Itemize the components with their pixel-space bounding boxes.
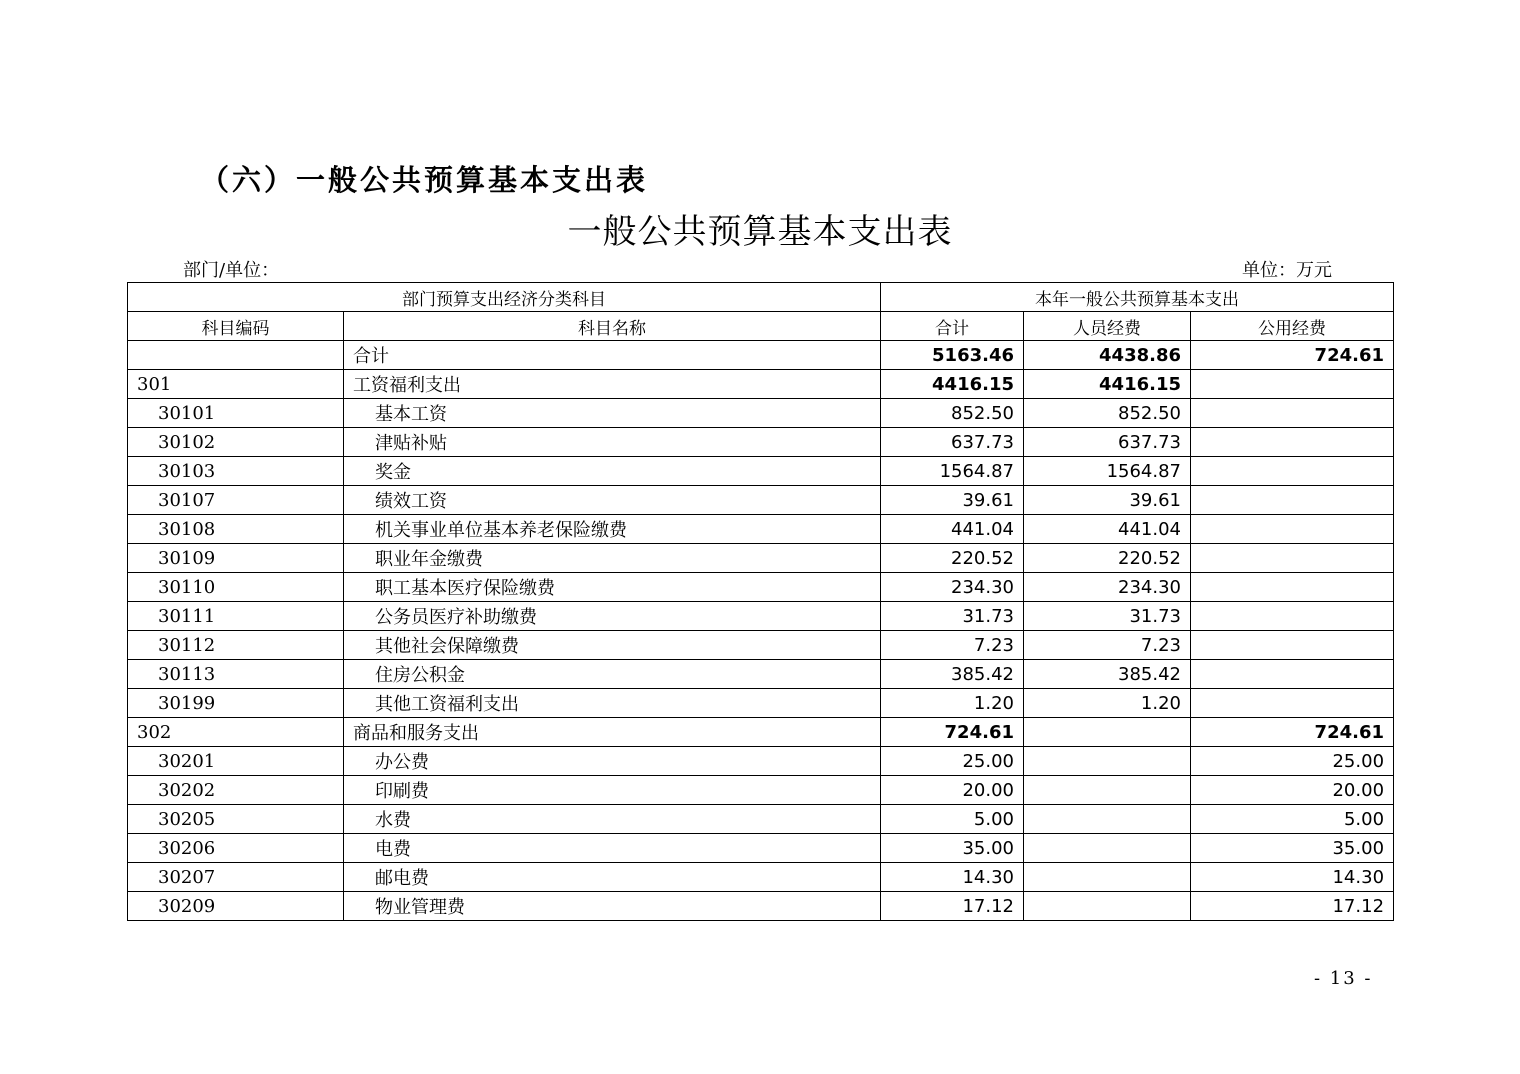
name-cell: 水费 <box>344 805 881 834</box>
table-row <box>128 892 1394 921</box>
code-cell: 30202 <box>128 776 344 805</box>
name-cell: 住房公积金 <box>344 660 881 689</box>
header-basic-expenditure: 本年一般公共预算基本支出 <box>881 283 1394 312</box>
public-cell: 25.00 <box>1191 747 1394 776</box>
total-cell: 385.42 <box>881 660 1024 689</box>
code-cell: 30113 <box>128 660 344 689</box>
table-row <box>128 805 1394 834</box>
name-cell: 公务员医疗补助缴费 <box>344 602 881 631</box>
name-cell: 职工基本医疗保险缴费 <box>344 573 881 602</box>
personnel-cell: 385.42 <box>1024 660 1191 689</box>
code-cell: 30102 <box>128 428 344 457</box>
table-row <box>128 486 1394 515</box>
name-cell: 机关事业单位基本养老保险缴费 <box>344 515 881 544</box>
page-number: - 13 - <box>1314 968 1373 989</box>
personnel-cell <box>1024 863 1191 892</box>
personnel-cell: 1.20 <box>1024 689 1191 718</box>
table-row <box>128 631 1394 660</box>
name-cell: 其他工资福利支出 <box>344 689 881 718</box>
public-cell <box>1191 573 1394 602</box>
code-cell: 30108 <box>128 515 344 544</box>
table-row <box>128 544 1394 573</box>
public-cell: 5.00 <box>1191 805 1394 834</box>
unit-label: 单位：万元 <box>1242 260 1332 281</box>
budget-table <box>127 282 1394 921</box>
total-cell: 39.61 <box>881 486 1024 515</box>
personnel-cell: 1564.87 <box>1024 457 1191 486</box>
name-cell: 津贴补贴 <box>344 428 881 457</box>
name-cell: 印刷费 <box>344 776 881 805</box>
table-row <box>128 428 1394 457</box>
code-cell: 30207 <box>128 863 344 892</box>
name-cell: 商品和服务支出 <box>344 718 881 747</box>
personnel-cell: 220.52 <box>1024 544 1191 573</box>
table-row <box>128 457 1394 486</box>
personnel-cell: 39.61 <box>1024 486 1191 515</box>
name-cell: 奖金 <box>344 457 881 486</box>
personnel-cell <box>1024 892 1191 921</box>
code-cell: 30107 <box>128 486 344 515</box>
table-row <box>128 573 1394 602</box>
total-cell: 1564.87 <box>881 457 1024 486</box>
code-cell: 30209 <box>128 892 344 921</box>
name-cell: 工资福利支出 <box>344 370 881 399</box>
public-cell <box>1191 689 1394 718</box>
personnel-cell: 31.73 <box>1024 602 1191 631</box>
header-code: 科目编码 <box>128 312 344 341</box>
total-cell: 14.30 <box>881 863 1024 892</box>
table-row <box>128 747 1394 776</box>
table-row <box>128 370 1394 399</box>
code-cell: 30109 <box>128 544 344 573</box>
personnel-cell <box>1024 718 1191 747</box>
header-column-row <box>128 312 1394 341</box>
personnel-cell: 852.50 <box>1024 399 1191 428</box>
public-cell: 724.61 <box>1191 341 1394 370</box>
public-cell: 17.12 <box>1191 892 1394 921</box>
total-cell: 220.52 <box>881 544 1024 573</box>
public-cell: 14.30 <box>1191 863 1394 892</box>
public-cell <box>1191 660 1394 689</box>
name-cell: 基本工资 <box>344 399 881 428</box>
table-row <box>128 718 1394 747</box>
public-cell <box>1191 428 1394 457</box>
name-cell: 合计 <box>344 341 881 370</box>
code-cell <box>128 341 344 370</box>
table-row <box>128 776 1394 805</box>
header-public: 公用经费 <box>1191 312 1394 341</box>
header-name: 科目名称 <box>344 312 881 341</box>
table-row <box>128 399 1394 428</box>
total-cell: 7.23 <box>881 631 1024 660</box>
name-cell: 其他社会保障缴费 <box>344 631 881 660</box>
department-label: 部门/单位： <box>183 260 280 281</box>
personnel-cell: 4416.15 <box>1024 370 1191 399</box>
total-cell: 637.73 <box>881 428 1024 457</box>
personnel-cell: 234.30 <box>1024 573 1191 602</box>
code-cell: 30103 <box>128 457 344 486</box>
code-cell: 30110 <box>128 573 344 602</box>
total-cell: 4416.15 <box>881 370 1024 399</box>
total-cell: 1.20 <box>881 689 1024 718</box>
total-cell: 17.12 <box>881 892 1024 921</box>
table-row <box>128 602 1394 631</box>
personnel-cell: 441.04 <box>1024 515 1191 544</box>
total-cell: 441.04 <box>881 515 1024 544</box>
code-cell: 30206 <box>128 834 344 863</box>
table-row <box>128 660 1394 689</box>
name-cell: 物业管理费 <box>344 892 881 921</box>
table-row <box>128 689 1394 718</box>
table-body <box>128 341 1394 921</box>
public-cell <box>1191 370 1394 399</box>
public-cell <box>1191 457 1394 486</box>
public-cell <box>1191 602 1394 631</box>
total-cell: 25.00 <box>881 747 1024 776</box>
total-cell: 724.61 <box>881 718 1024 747</box>
public-cell <box>1191 515 1394 544</box>
header-group-row <box>128 283 1394 312</box>
public-cell <box>1191 399 1394 428</box>
public-cell: 35.00 <box>1191 834 1394 863</box>
header-economic-category: 部门预算支出经济分类科目 <box>128 283 881 312</box>
public-cell <box>1191 544 1394 573</box>
total-cell: 5163.46 <box>881 341 1024 370</box>
page-title: 一般公共预算基本支出表 <box>567 212 953 252</box>
total-cell: 5.00 <box>881 805 1024 834</box>
code-cell: 301 <box>128 370 344 399</box>
personnel-cell: 7.23 <box>1024 631 1191 660</box>
name-cell: 绩效工资 <box>344 486 881 515</box>
name-cell: 邮电费 <box>344 863 881 892</box>
table-row <box>128 515 1394 544</box>
table-row <box>128 834 1394 863</box>
public-cell <box>1191 486 1394 515</box>
code-cell: 30201 <box>128 747 344 776</box>
name-cell: 电费 <box>344 834 881 863</box>
personnel-cell <box>1024 834 1191 863</box>
public-cell: 20.00 <box>1191 776 1394 805</box>
code-cell: 30112 <box>128 631 344 660</box>
total-cell: 31.73 <box>881 602 1024 631</box>
header-personnel: 人员经费 <box>1024 312 1191 341</box>
personnel-cell: 637.73 <box>1024 428 1191 457</box>
code-cell: 30111 <box>128 602 344 631</box>
personnel-cell <box>1024 805 1191 834</box>
name-cell: 职业年金缴费 <box>344 544 881 573</box>
personnel-cell: 4438.86 <box>1024 341 1191 370</box>
code-cell: 30199 <box>128 689 344 718</box>
name-cell: 办公费 <box>344 747 881 776</box>
code-cell: 30101 <box>128 399 344 428</box>
total-cell: 20.00 <box>881 776 1024 805</box>
header-total: 合计 <box>881 312 1024 341</box>
total-cell: 35.00 <box>881 834 1024 863</box>
personnel-cell <box>1024 747 1191 776</box>
public-cell <box>1191 631 1394 660</box>
personnel-cell <box>1024 776 1191 805</box>
public-cell: 724.61 <box>1191 718 1394 747</box>
code-cell: 30205 <box>128 805 344 834</box>
code-cell: 302 <box>128 718 344 747</box>
section-heading: （六）一般公共预算基本支出表 <box>200 163 649 197</box>
table-row <box>128 341 1394 370</box>
table-row <box>128 863 1394 892</box>
total-cell: 852.50 <box>881 399 1024 428</box>
total-cell: 234.30 <box>881 573 1024 602</box>
